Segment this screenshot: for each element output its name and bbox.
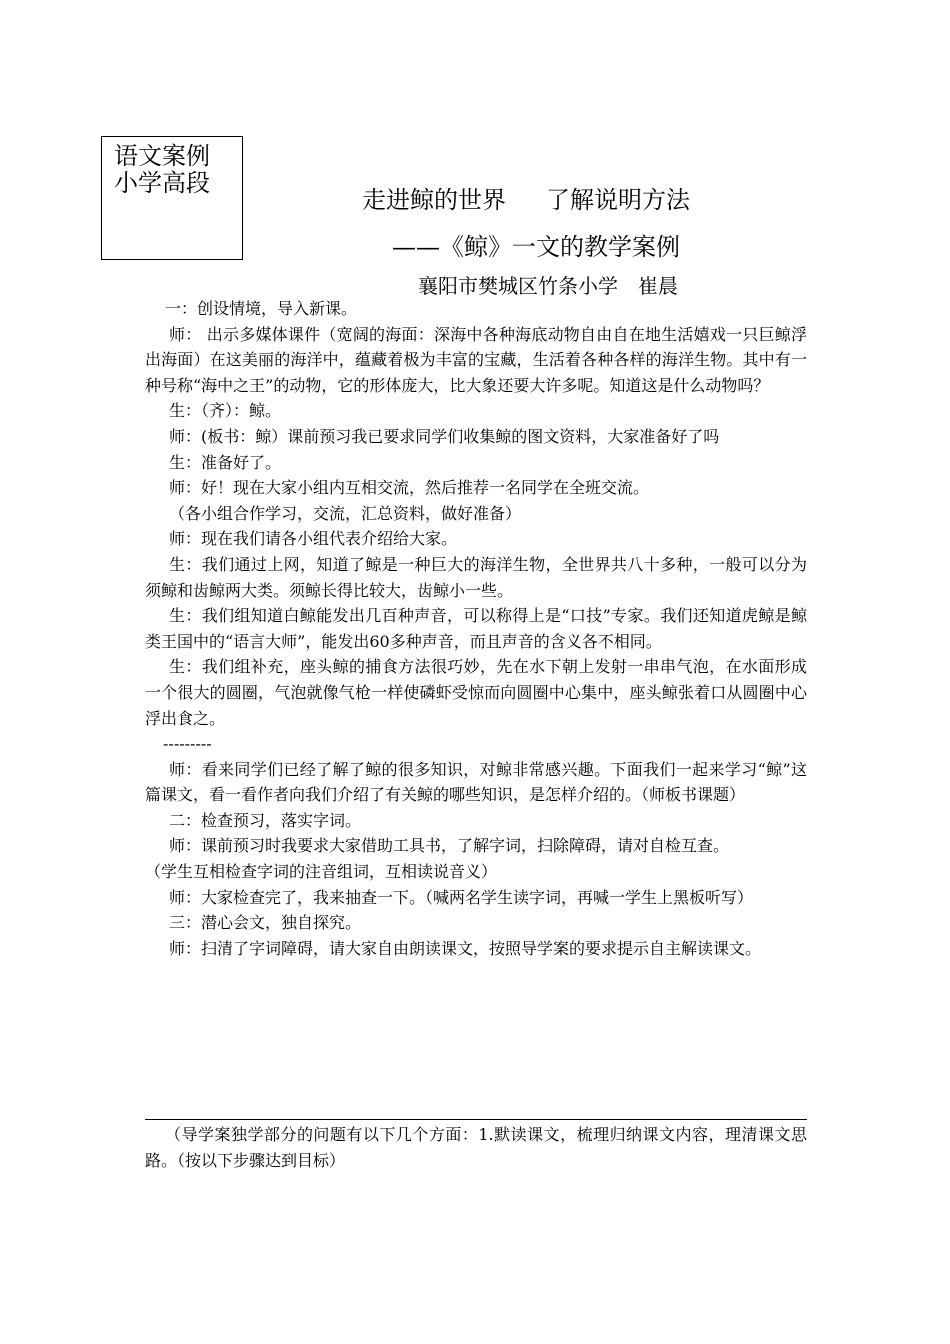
footnote-text: （导学案独学部分的问题有以下几个方面：1.默读课文，梳理归纳课文内容，理清课文思路。（按以下步骤达到目标）: [145, 1125, 807, 1170]
paragraph: 生：我们组补充，座头鲸的捕食方法很巧妙，先在水下朝上发射一串串气泡，在水面形成一个很大的圆圈，气泡就像气枪一样使磷虾受惊而向圆圈中心集中，座头鲸张着口从圆圈中心浮出食之。: [145, 657, 807, 728]
paragraph: 师：好！现在大家小组内互相交流，然后推荐一名同学在全班交流。: [169, 478, 650, 498]
author-line: 襄阳市樊城区竹条小学 崔晨: [418, 274, 678, 298]
paragraph: 师：(板书：鲸）课前预习我已要求同学们收集鲸的图文资料，大家准备好了吗: [169, 426, 720, 446]
dash-separator: ---------: [163, 734, 212, 754]
paragraph: 师：看来同学们已经了解了鲸的很多知识，对鲸非常感兴趣。下面我们一起来学习“鲸”这篇课文，看一看作者向我们介绍了有关鲸的哪些知识，是怎样介绍的。（师板书课题）: [145, 759, 807, 805]
paragraph: 师：课前预习时我要求大家借助工具书，了解字词，扫除障碍，请对自检互查。: [169, 836, 730, 856]
paragraph: 生：我们通过上网，知道了鲸是一种巨大的海洋生物，全世界共八十多种，一般可以分为须鲸和齿鲸两大类。须鲸长得比较大，齿鲸小一些。: [145, 554, 807, 600]
paragraph: 生：我们组知道白鲸能发出几百种声音，可以称得上是“口技”专家。我们还知道虎鲸是鲸类王国中的“语言大师”，能发出60多种声音，而且声音的含义各不相同。: [145, 606, 807, 651]
paragraph: 师：大家检查完了，我来抽查一下。（喊两名学生读字词，再喊一学生上黑板听写）: [169, 887, 754, 907]
paragraph: （学生互相检查字词的注音组词，互相读说音义）: [145, 862, 498, 882]
section-heading-1: 一：创设情境，导入新课。: [165, 299, 358, 318]
category-label-line-2: 小学高段: [114, 169, 210, 197]
document-title: [362, 184, 690, 216]
paragraph: （各小组合作学习，交流，汇总资料，做好准备）: [169, 503, 522, 523]
document-subtitle: ——《鲸》一文的教学案例: [392, 233, 680, 261]
section-heading-2: 二：检查预习，落实字词。: [169, 810, 362, 830]
category-label-line-1: 语文案例: [114, 142, 210, 170]
paragraph: 生：准备好了。: [169, 452, 282, 472]
document-title-part-2: 了解说明方法: [546, 186, 690, 214]
paragraph: 生：（齐）：鲸。: [169, 401, 282, 421]
section-heading-3: 三：潜心会文，独自探究。: [169, 913, 362, 933]
paragraph: 师：现在我们请各小组代表介绍给大家。: [169, 529, 458, 549]
paragraph: 师： 出示多媒体课件（宽阔的海面：深海中各种海底动物自由自在地生活嬉戏一只巨鲸浮出海面）在这美丽的海洋中，蕴藏着极为丰富的宝藏，生活着各种各样的海洋生物。其中有一种号称“海中之王”的动物，它的形体庞大，比大象还要大许多呢。知道这是什么动物吗？: [145, 324, 807, 395]
lesson-body: [145, 296, 807, 961]
paragraph: 师：扫清了字词障碍，请大家自由朗读课文，按照导学案的要求提示自主解读课文。: [169, 938, 762, 958]
footnote-divider: [145, 1119, 807, 1120]
document-title-part-1: 走进鲸的世界: [362, 186, 506, 214]
category-label-box: [101, 136, 243, 260]
